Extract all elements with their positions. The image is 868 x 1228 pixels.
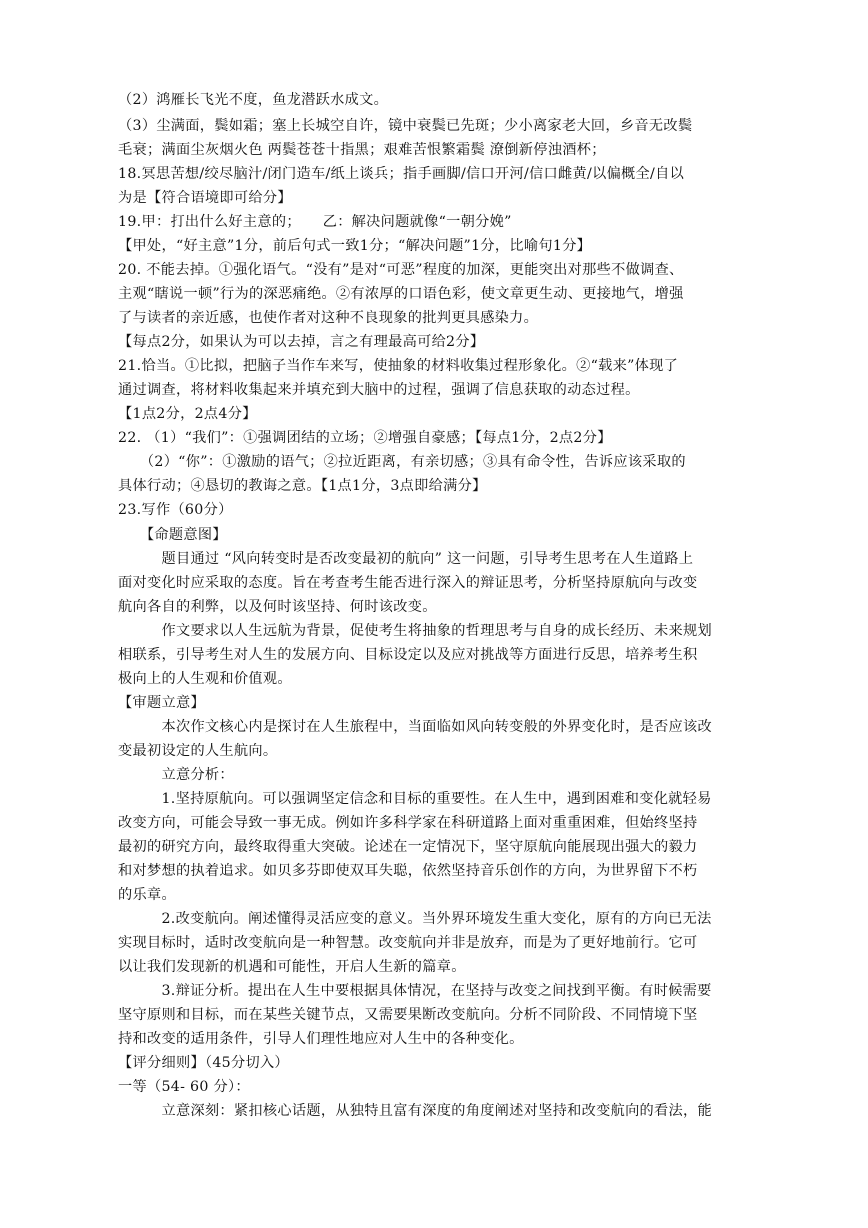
text-line: 【评分细则】（45分切入） [118,1055,289,1071]
text-line: 21.恰当。①比拟，把脑子当作车来写，使抽象的材料收集过程形象化。②“载来”体现了 [118,358,679,374]
text-line: 为是【符合语境即可给分】 [118,190,292,206]
text-line: 极向上的人生观和价值观。 [118,671,292,687]
text-line: 立意深刻：紧扣核心话题，从独特且富有深度的角度阐述对坚持和改变航向的看法，能 [118,1103,712,1119]
text-line: 航向各自的利弊，以及何时该坚持、何时该改变。 [118,599,437,615]
text-line: 18.冥思苦想/绞尽脑汁/闭门造车/纸上谈兵；指手画脚/信口开河/信口雌黄/以偏概全/自以 [118,166,685,182]
text-line: 【审题立意】 [118,695,205,711]
text-line: 作文要求以人生远航为背景，促使考生将抽象的哲理思考与自身的成长经历、未来规划 [118,623,712,639]
text-line: 最初的研究方向，最终取得重大突破。论述在一定情况下，坚守原航向能展现出强大的毅力 [118,839,698,855]
text-line: 面对变化时应采取的态度。旨在考查考生能否进行深入的辩证思考，分析坚持原航向与改变 [118,575,698,591]
text-line: 19.甲：打出什么好主意的； 乙：解决问题就像“一朝分娩” [118,214,512,230]
text-line: 持和改变的适用条件，引导人们理性地应对人生中的各种变化。 [118,1031,524,1047]
text-line: 主观“瞎说一顿”行为的深恶痛绝。②有浓厚的口语色彩，使文章更生动、更接地气，增强 [118,286,684,302]
text-line: 【每点2分，如果认为可以去掉，言之有理最高可给2分】 [118,334,485,350]
text-line: 【1点2分，2点4分】 [118,406,257,422]
text-line: 【命题意图】 [118,527,227,543]
text-line: 相联系，引导考生对人生的发展方向、目标设定以及应对挑战等方面进行反思，培养考生积 [118,647,698,663]
text-line: 3.辩证分析。提出在人生中要根据具体情况，在坚持与改变之间找到平衡。有时候需要 [118,983,712,999]
text-line: 变最初设定的人生航向。 [118,743,278,759]
text-line: 通过调查，将材料收集起来并填充到大脑中的过程，强调了信息获取的动态过程。 [118,382,640,398]
text-line: 2.改变航向。阐述懂得灵活应变的意义。当外界环境发生重大变化，原有的方向已无法 [118,911,712,927]
text-line: 的乐章。 [118,887,176,903]
text-line: 以让我们发现新的机遇和可能性，开启人生新的篇章。 [118,959,466,975]
text-line: 20. 不能去掉。①强化语气。“没有”是对“可恶”程度的加深，更能突出对那些不做调查、 [118,262,684,278]
text-line: 22. （1）“我们”：①强调团结的立场；②增强自豪感；【每点1分，2点2分】 [118,430,612,446]
text-line: 改变方向，可能会导致一事无成。例如许多科学家在科研道路上面对重重困难，但始终坚持 [118,815,698,831]
text-line: 23.写作（60分） [118,502,233,518]
text-line: 实现目标时，适时改变航向是一种智慧。改变航向并非是放弃，而是为了更好地前行。它可 [118,935,698,951]
text-line: 本次作文核心内是探讨在人生旅程中，当面临如风向转变般的外界变化时，是否应该改 [118,719,712,735]
text-line: 题目通过 “风向转变时是否改变最初的航向” 这一问题，引导考生思考在人生道路上 [118,551,694,567]
text-line: 坚守原则和目标，而在某些关键节点，又需要果断改变航向。分析不同阶段、不同情境下坚 [118,1007,698,1023]
text-line: 毛衰；满面尘灰烟火色 两鬓苍苍十指黑；艰难苦恨繁霜鬓 潦倒新停浊酒杯； [118,142,606,158]
text-line: （2）“你”：①激励的语气；②拉近距离，有亲切感；③具有命令性，告诉应该采取的 [118,454,686,470]
text-line: 1.坚持原航向。可以强调坚定信念和目标的重要性。在人生中，遇到困难和变化就轻易 [118,791,712,807]
text-line: 了与读者的亲近感，也使作者对这种不良现象的批判更具感染力。 [118,310,539,326]
text-line: 【甲处，“好主意”1分，前后句式一致1分；“解决问题”1分，比喻句1分】 [118,238,592,254]
text-line: 一等（54- 60 分）： [118,1079,250,1095]
text-line: （3）尘满面，鬓如霜；塞上长城空自许，镜中衰鬓已先斑；少小离家老大回，乡音无改鬓 [118,118,693,134]
text-line: （2）鸿雁长飞光不度，鱼龙潜跃水成文。 [118,92,389,108]
text-line: 立意分析： [118,767,234,783]
text-line: 和对梦想的执着追求。如贝多芬即使双耳失聪，依然坚持音乐创作的方向，为世界留下不朽 [118,863,698,879]
text-line: 具体行动；④恳切的教诲之意。【1点1分，3点即给满分】 [118,478,487,494]
